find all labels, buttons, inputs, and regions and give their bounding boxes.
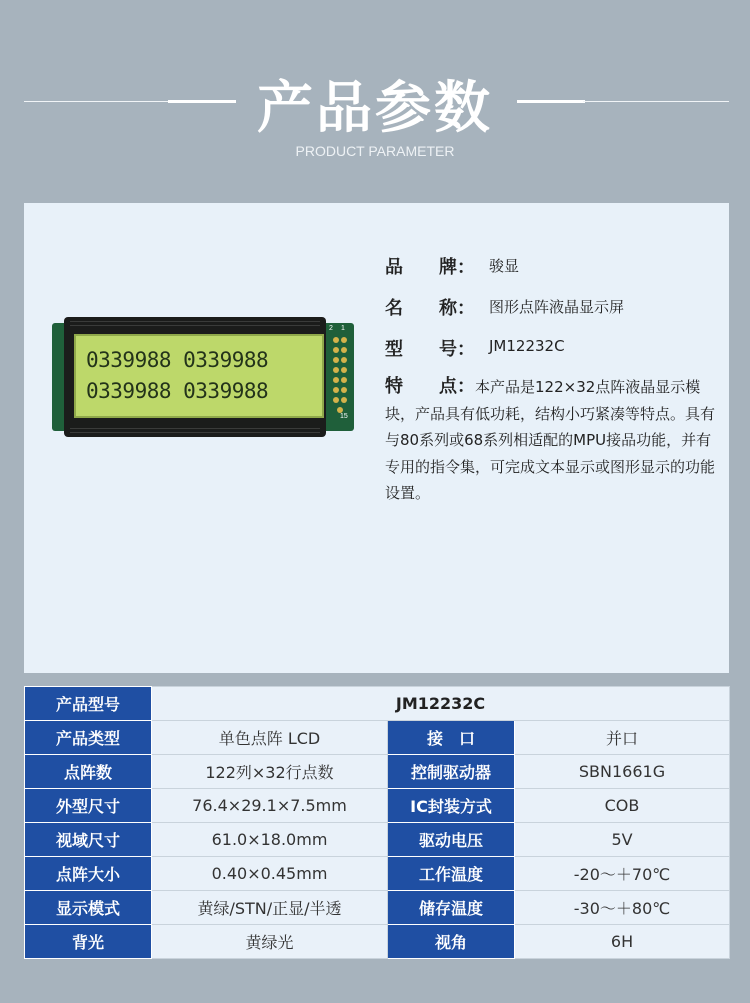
spec-value: 并口 [515,721,730,755]
spec-value: -30～＋80℃ [515,891,730,925]
spec-key: 产品类型 [25,721,152,755]
info-value-brand: 骏显 [489,257,520,275]
lcd-pin-header [329,325,349,421]
spec-key: 工作温度 [388,857,515,891]
spec-value: 单色点阵 LCD [152,721,388,755]
info-value-feature: 本产品是122×32点阵液晶显示模块，产品具有低功耗，结构小巧紧凑等特点。具有与80系列或68系列相适配的MPU接品功能，并有专用的指令集，可完成文本显示或图形显示的功能设置。 [385,378,716,502]
table-row [25,925,730,959]
spec-key: 外型尺寸 [25,789,152,823]
table-row [25,721,730,755]
info-key-brand: 品 牌： [385,257,475,278]
info-key-model: 型 号： [385,339,475,360]
spec-key: 背光 [25,925,152,959]
spec-value-model: JM12232C [152,687,730,721]
spec-key: IC封装方式 [388,789,515,823]
pin-label-1: 1 [341,325,345,332]
lcd-screen [74,334,324,418]
header-line-right-outer [583,101,729,102]
page-header [0,0,750,200]
spec-key: 视角 [388,925,515,959]
info-key-feature: 特 点： [385,376,475,397]
page-title: 产品参数 [257,76,493,141]
spec-value: -20～＋70℃ [515,857,730,891]
spec-value: 61.0×18.0mm [152,823,388,857]
info-row-feature [385,374,719,507]
table-row [25,857,730,891]
spec-value: SBN1661G [515,755,730,789]
pin-label-15: 15 [340,413,348,420]
spec-value: 黄绿/STN/正显/半透 [152,891,388,925]
info-value-name: 图形点阵液晶显示屏 [489,298,625,316]
table-row [25,891,730,925]
spec-key-model: 产品型号 [25,687,152,721]
header-line-right [517,100,585,103]
spec-table [24,686,730,959]
page-subtitle: PRODUCT PARAMETER [295,143,455,159]
spec-value: 6H [515,925,730,959]
spec-value: 0.40×0.45mm [152,857,388,891]
spec-value: 76.4×29.1×7.5mm [152,789,388,823]
spec-key: 接 口 [388,721,515,755]
spec-key: 点阵数 [25,755,152,789]
lcd-module-image [52,317,354,439]
pin-label-2: 2 [329,325,333,332]
spec-key: 控制驱动器 [388,755,515,789]
lcd-line-1: 0339988 0339988 [86,348,269,372]
spec-key: 点阵大小 [25,857,152,891]
table-row [25,755,730,789]
spec-value: 黄绿光 [152,925,388,959]
info-value-model: JM12232C [489,337,565,355]
lcd-line-2: 0339988 0339988 [86,379,269,403]
product-panel [24,203,729,673]
table-row [25,823,730,857]
spec-key: 显示模式 [25,891,152,925]
spec-key: 驱动电压 [388,823,515,857]
table-row [25,789,730,823]
spec-value: COB [515,789,730,823]
spec-value: 5V [515,823,730,857]
info-key-name: 名 称： [385,298,475,319]
spec-value: 122列×32行点数 [152,755,388,789]
spec-key: 视域尺寸 [25,823,152,857]
spec-key: 储存温度 [388,891,515,925]
table-row-model [25,687,730,721]
